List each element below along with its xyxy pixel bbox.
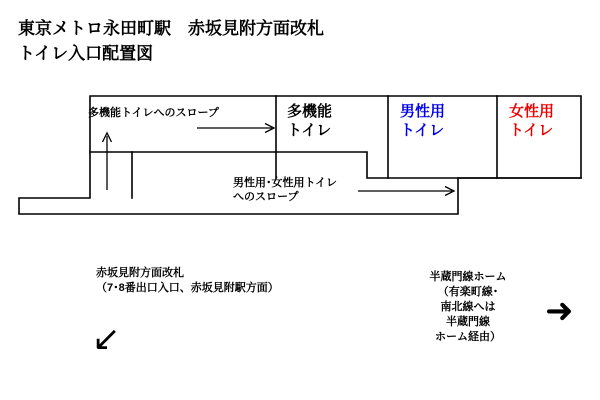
- direction-label-platform-line1: 半蔵門線ホーム: [429, 271, 507, 283]
- slope-label-male-female-line1: 男性用･女性用トイレ: [233, 177, 337, 189]
- direction-label-platform-line5: ホーム経由）: [435, 331, 501, 343]
- direction-label-platform-line2: （有楽町線･: [437, 286, 499, 298]
- wall-room-bottoms: [276, 152, 581, 178]
- direction-label-gate-line1: 赤坂見附方面改札: [96, 267, 184, 279]
- room-label-female-line1: 女性用: [509, 103, 555, 120]
- page-title-line1: 東京メトロ永田町駅 赤坂見附方面改札: [18, 19, 324, 38]
- direction-label-platform: [418, 270, 518, 345]
- arrow-right-icon: ➜: [545, 291, 574, 331]
- direction-label-platform-line4: 半蔵門線: [446, 316, 490, 328]
- room-label-multipurpose-line1: 多機能: [287, 103, 333, 120]
- room-label-male-line2: トイレ: [400, 122, 445, 139]
- direction-label-gate-line2: （7･8番出口入口、赤坂見附駅方面）: [96, 282, 279, 294]
- arrow-down-left-icon: ↙: [92, 319, 121, 359]
- direction-label-gate: [96, 266, 279, 296]
- room-label-female-toilet: [509, 102, 554, 140]
- direction-label-platform-line3: 南北線へは: [440, 301, 496, 313]
- page-title-line2: トイレ入口配置図: [18, 44, 154, 63]
- room-label-male-toilet: [400, 102, 445, 140]
- room-label-male-line1: 男性用: [400, 103, 446, 120]
- slope-label-multipurpose: 多機能トイレへのスロープ: [88, 107, 219, 119]
- room-label-female-line2: トイレ: [509, 122, 554, 139]
- slope-label-male-female: [233, 176, 337, 204]
- slope-label-male-female-line2: へのスロープ: [233, 191, 299, 203]
- room-label-multipurpose-toilet: [287, 102, 332, 140]
- room-label-multipurpose-line2: トイレ: [287, 122, 332, 139]
